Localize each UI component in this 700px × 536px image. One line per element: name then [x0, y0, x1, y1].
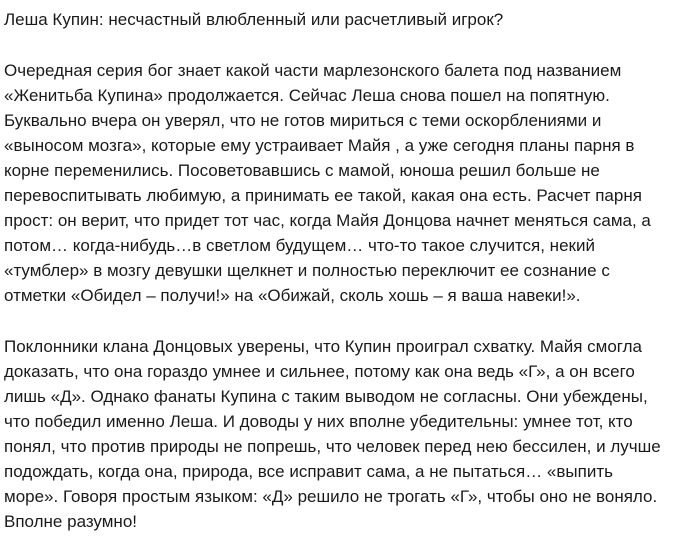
paragraph-line: отметки «Обидел – получи!» на «Обижай, сколь хошь – я ваша навеки!».	[4, 286, 581, 305]
paragraph-line: корне переменились. Посоветовавшись с мамой, юноша решил больше не	[4, 161, 600, 180]
paragraph-line: подождать, когда она, природа, все исправит сама, а не пытаться… «выпить	[4, 462, 613, 481]
paragraph-line: «Женитьба Купина» продолжается. Сейчас Леша снова пошел на попятную.	[4, 86, 610, 105]
paragraph-line: море». Говоря простым языком: «Д» решило не трогать «Г», чтобы оно не воняло.	[4, 487, 658, 506]
paragraph-line: понял, что против природы не попрешь, что человек перед нею бессилен, и лучше	[4, 437, 661, 456]
article	[4, 0, 694, 534]
paragraph-line: «тумблер» в мозгу девушки щелкнет и полностью переключит ее сознание с	[4, 261, 610, 280]
paragraph-line: Буквально вчера он уверял, что не готов мириться с теми оскорблениями и	[4, 111, 602, 130]
paragraph-2	[4, 334, 694, 534]
paragraph-line: Поклонники клана Донцовых уверены, что Купин проиграл схватку. Майя смогла	[4, 337, 643, 356]
paragraph-1	[4, 58, 694, 308]
paragraph-line: «выносом мозга», которые ему устраивает Майя , а уже сегодня планы парня в	[4, 136, 635, 155]
article-title: Леша Купин: несчастный влюбленный или расчетливый игрок?	[4, 10, 504, 29]
paragraph-line: Вполне разумно!	[4, 512, 137, 531]
paragraph-line: прост: он верит, что придет тот час, когда Майя Донцова начнет меняться сама, а	[4, 211, 651, 230]
paragraph-line: доказать, что она гораздо умнее и сильнее, потому как она ведь «Г», а он всего	[4, 362, 635, 381]
paragraph-line: лишь «Д». Однако фанаты Купина с таким выводом не согласны. Они убеждены,	[4, 387, 648, 406]
paragraph-line: что победил именно Леша. И доводы у них вполне убедительны: умнее тот, кто	[4, 412, 633, 431]
paragraph-line: перевоспитывать любимую, а принимать ее такой, какая она есть. Расчет парня	[4, 186, 642, 205]
paragraph-line: потом… когда-нибудь…в светлом будущем… что-то такое случится, некий	[4, 236, 595, 255]
paragraph-line: Очередная серия бог знает какой части марлезонского балета под названием	[4, 61, 622, 80]
